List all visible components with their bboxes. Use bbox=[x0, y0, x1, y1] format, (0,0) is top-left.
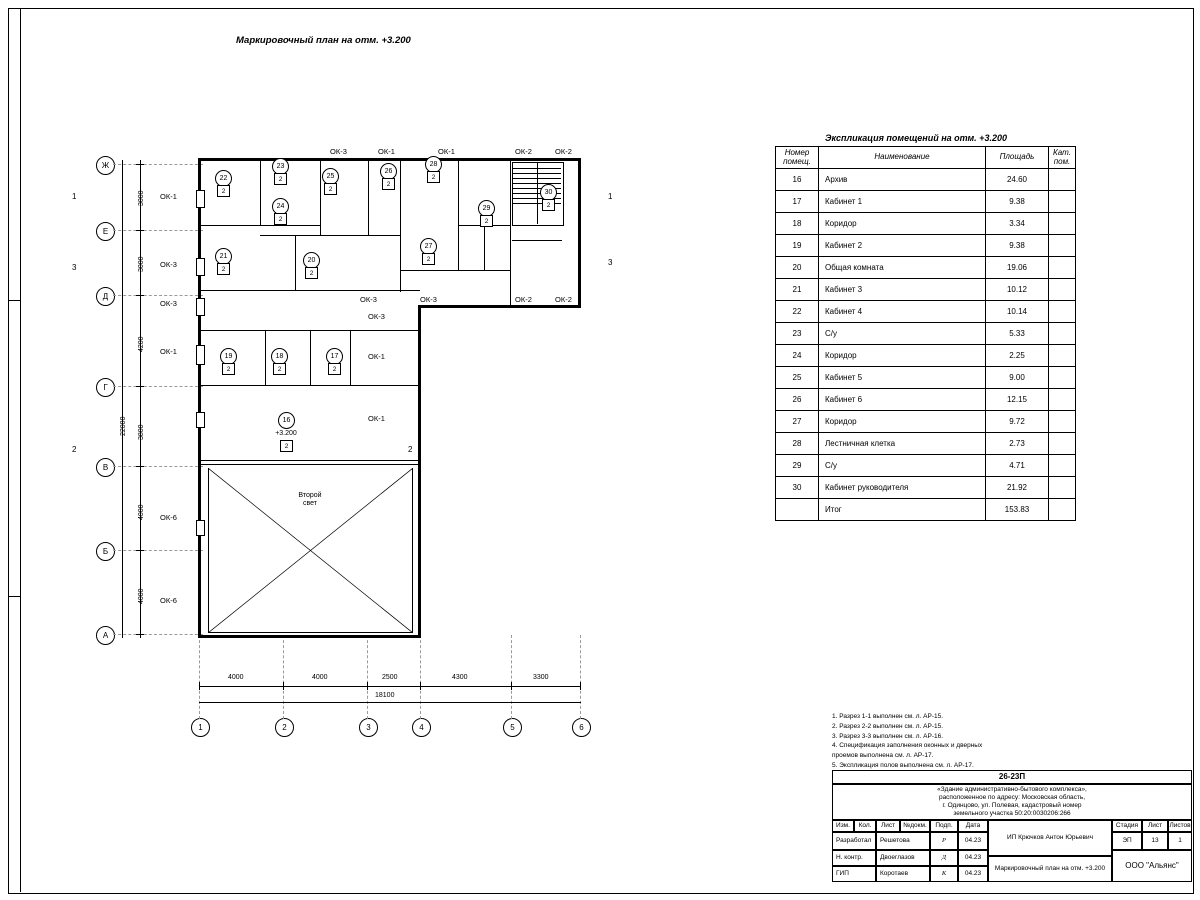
wall-interior bbox=[201, 385, 418, 386]
axis-line bbox=[580, 635, 581, 719]
cell-name: Кабинет 4 bbox=[819, 301, 986, 323]
table-row bbox=[776, 235, 1076, 257]
wall-interior bbox=[201, 464, 418, 465]
cell-category bbox=[1049, 323, 1076, 345]
dim-tick bbox=[367, 682, 368, 690]
role-label-3: ГИП bbox=[832, 866, 876, 882]
dim-value: 2500 bbox=[382, 674, 398, 681]
total-sheets-header: Листов bbox=[1168, 820, 1192, 832]
room-cat-25: 2 bbox=[324, 183, 337, 195]
wall-exterior-right-lower bbox=[418, 305, 421, 638]
object-line: расположенное по адресу: Московская область, bbox=[938, 793, 1086, 801]
wall-exterior-step-bottom bbox=[420, 305, 580, 308]
wall-interior bbox=[201, 225, 321, 226]
axis-marker-6: 6 bbox=[572, 718, 591, 737]
cell-number: 28 bbox=[776, 433, 819, 455]
wall-interior bbox=[350, 330, 351, 385]
dim-tick bbox=[420, 682, 421, 690]
cell-name: Итог bbox=[819, 499, 986, 521]
col-header-number: Номер помещ. bbox=[776, 147, 819, 169]
floor-plan bbox=[60, 130, 720, 750]
window-label-left-5: ОК-6 bbox=[160, 513, 177, 522]
window-symbol bbox=[196, 298, 205, 316]
room-tag-29: 29 bbox=[478, 200, 495, 217]
axis-marker-4: 4 bbox=[412, 718, 431, 737]
table-row bbox=[776, 257, 1076, 279]
room-cat-16: 2 bbox=[280, 440, 293, 452]
room-tag-21: 21 bbox=[215, 248, 232, 265]
cell-name: Коридор bbox=[819, 411, 986, 433]
wall-interior bbox=[320, 225, 321, 235]
cell-category bbox=[1049, 455, 1076, 477]
dim-tick bbox=[136, 386, 144, 387]
dim-tick bbox=[511, 682, 512, 690]
cell-name: С/у bbox=[819, 323, 986, 345]
page-title: Маркировочный план на отм. +3.200 bbox=[236, 35, 411, 46]
axis-marker-5: 5 bbox=[503, 718, 522, 737]
role-name-1: Решетова bbox=[876, 832, 930, 850]
dim-value: 4000 bbox=[138, 588, 145, 604]
cell-area: 3.34 bbox=[986, 213, 1049, 235]
dim-value: 4200 bbox=[138, 336, 145, 352]
window-label-left-4: ОК-1 bbox=[160, 347, 177, 356]
axis-marker-zh: Ж bbox=[96, 156, 115, 175]
sheet-left-tick bbox=[8, 300, 20, 301]
wall-exterior-top bbox=[198, 158, 580, 161]
cell-area: 19.06 bbox=[986, 257, 1049, 279]
section-mark-1-right: 1 bbox=[608, 192, 613, 201]
room-tag-25: 25 bbox=[322, 168, 339, 185]
axis-line bbox=[283, 635, 284, 719]
window-symbol bbox=[196, 258, 205, 276]
wall-interior bbox=[368, 161, 369, 235]
window-symbol bbox=[196, 520, 205, 536]
table-row bbox=[776, 191, 1076, 213]
cell-name: Коридор bbox=[819, 345, 986, 367]
project-code: 26-23П bbox=[832, 770, 1192, 784]
room-cat-23: 2 bbox=[274, 173, 287, 185]
role-date-1: 04.23 bbox=[958, 832, 988, 850]
window-symbol bbox=[196, 412, 205, 428]
table-row bbox=[776, 389, 1076, 411]
cell-category bbox=[1049, 213, 1076, 235]
table-row bbox=[776, 367, 1076, 389]
wall-interior bbox=[458, 161, 459, 271]
wall-interior bbox=[510, 161, 511, 306]
window-label-inner-1: ОК-3 bbox=[368, 312, 385, 321]
cell-area: 9.00 bbox=[986, 367, 1049, 389]
wall-interior bbox=[201, 290, 401, 291]
room-tag-27: 27 bbox=[420, 238, 437, 255]
window-label-step-2: ОК-3 bbox=[420, 295, 437, 304]
dim-total-horizontal: 18100 bbox=[375, 692, 395, 699]
window-label-left-2: ОК-3 bbox=[160, 260, 177, 269]
cell-category bbox=[1049, 411, 1076, 433]
axis-marker-a: А bbox=[96, 626, 115, 645]
role-label-2: Н. контр. bbox=[832, 850, 876, 866]
axis-line bbox=[113, 634, 203, 635]
wall-interior bbox=[320, 161, 321, 225]
role-name-3: Коротаев bbox=[876, 866, 930, 882]
cell-name: Кабинет 2 bbox=[819, 235, 986, 257]
axis-line bbox=[367, 635, 368, 719]
cell-number: 19 bbox=[776, 235, 819, 257]
cell-category bbox=[1049, 345, 1076, 367]
axis-marker-v: В bbox=[96, 458, 115, 477]
wall-interior bbox=[295, 235, 296, 290]
cell-name: Лестничная клетка bbox=[819, 433, 986, 455]
second-light-label-line2: свет bbox=[302, 500, 317, 507]
role-name-2: Двоеглазов bbox=[876, 850, 930, 866]
axis-line bbox=[420, 635, 421, 719]
axis-marker-g: Г bbox=[96, 378, 115, 397]
wall-exterior-bottom bbox=[198, 635, 421, 638]
cell-area: 9.38 bbox=[986, 235, 1049, 257]
cell-name: Коридор bbox=[819, 213, 986, 235]
window-symbol bbox=[196, 345, 205, 365]
cell-number: 20 bbox=[776, 257, 819, 279]
axis-line bbox=[199, 635, 200, 719]
stair-rail bbox=[537, 162, 538, 224]
cell-category bbox=[1049, 433, 1076, 455]
cell-area: 10.12 bbox=[986, 279, 1049, 301]
axis-line bbox=[113, 164, 203, 165]
cell-category bbox=[1049, 477, 1076, 499]
cell-category bbox=[1049, 279, 1076, 301]
role-signature-3: К bbox=[930, 866, 958, 882]
window-symbol bbox=[196, 190, 205, 208]
cell-category bbox=[1049, 235, 1076, 257]
cell-number: 23 bbox=[776, 323, 819, 345]
room-tag-24: 24 bbox=[272, 198, 289, 215]
col-header-name: Наименование bbox=[819, 147, 986, 169]
second-light-label-line1: Второй bbox=[298, 492, 322, 499]
section-mark-1-left: 1 bbox=[72, 192, 77, 201]
role-signature-1: Р bbox=[930, 832, 958, 850]
section-mark-2-right: 2 bbox=[408, 445, 413, 454]
window-label-step-3: ОК-2 bbox=[515, 295, 532, 304]
dim-value: 4000 bbox=[312, 674, 328, 681]
cell-name: Общая комната bbox=[819, 257, 986, 279]
customer-name: ИП Крючков Антон Юрьевич bbox=[988, 820, 1112, 856]
window-label-left-6: ОК-6 bbox=[160, 596, 177, 605]
dim-chain-horizontal bbox=[199, 686, 581, 687]
window-label-top-3: ОК-1 bbox=[438, 147, 455, 156]
cell-category bbox=[1049, 169, 1076, 191]
cell-name: Кабинет руководителя bbox=[819, 477, 986, 499]
company-name: ООО "Альянс" bbox=[1112, 850, 1192, 882]
cell-area: 153.83 bbox=[986, 499, 1049, 521]
table-row bbox=[776, 477, 1076, 499]
axis-marker-2: 2 bbox=[275, 718, 294, 737]
axis-marker-d: Д bbox=[96, 287, 115, 306]
room-tag-19: 19 bbox=[220, 348, 237, 365]
wall-interior bbox=[310, 330, 311, 385]
room-tag-16: 16 bbox=[278, 412, 295, 429]
axis-marker-3: 3 bbox=[359, 718, 378, 737]
window-label-step-1: ОК-3 bbox=[360, 295, 377, 304]
cell-number bbox=[776, 499, 819, 521]
col-header-category: Кат. пом. bbox=[1049, 147, 1076, 169]
section-mark-3-right: 3 bbox=[608, 258, 613, 267]
dim-value: 3000 bbox=[138, 190, 145, 206]
window-label-top-4: ОК-2 bbox=[515, 147, 532, 156]
window-label-right-2: ОК-1 bbox=[368, 414, 385, 423]
dim-tick bbox=[136, 295, 144, 296]
title-block bbox=[832, 770, 1192, 882]
window-label-step-4: ОК-2 bbox=[555, 295, 572, 304]
cell-name: Архив bbox=[819, 169, 986, 191]
cell-category bbox=[1049, 499, 1076, 521]
cell-category bbox=[1049, 301, 1076, 323]
cell-category bbox=[1049, 389, 1076, 411]
note-line: 1. Разрез 1-1 выполнен см. л. АР-15. bbox=[832, 713, 944, 720]
room-tag-18: 18 bbox=[271, 348, 288, 365]
note-line: 4. Спецификация заполнения оконных и дверных bbox=[832, 742, 983, 750]
axis-line bbox=[113, 386, 203, 387]
wall-interior bbox=[400, 270, 510, 271]
table-header-row bbox=[776, 147, 1076, 169]
dim-tick bbox=[136, 230, 144, 231]
cell-number: 16 bbox=[776, 169, 819, 191]
dim-tick bbox=[136, 550, 144, 551]
dim-value: 4000 bbox=[228, 674, 244, 681]
dim-value: 4000 bbox=[138, 504, 145, 520]
cell-category bbox=[1049, 367, 1076, 389]
table-row bbox=[776, 169, 1076, 191]
room-cat-19: 2 bbox=[222, 363, 235, 375]
cell-category bbox=[1049, 257, 1076, 279]
room-cat-21: 2 bbox=[217, 263, 230, 275]
note-line: 5. Экспликация полов выполнена см. л. АР-17. bbox=[832, 761, 974, 769]
room-cat-28: 2 bbox=[427, 171, 440, 183]
room-tag-30: 30 bbox=[540, 184, 557, 201]
cell-name: Кабинет 6 bbox=[819, 389, 986, 411]
cell-area: 5.33 bbox=[986, 323, 1049, 345]
wall-interior bbox=[400, 270, 401, 292]
cell-area: 21.92 bbox=[986, 477, 1049, 499]
room-tag-23: 23 bbox=[272, 158, 289, 175]
wall-interior bbox=[265, 330, 266, 385]
cell-number: 29 bbox=[776, 455, 819, 477]
col-izm: Изм. bbox=[832, 820, 854, 832]
cell-number: 18 bbox=[776, 213, 819, 235]
wall-interior bbox=[400, 290, 420, 291]
cell-number: 17 bbox=[776, 191, 819, 213]
table-row bbox=[776, 345, 1076, 367]
section-mark-3-left: 3 bbox=[72, 263, 77, 272]
note-line: 3. Разрез 3-3 выполнен см. л. АР-16. bbox=[832, 732, 944, 740]
total-sheets-value: 1 bbox=[1168, 832, 1192, 850]
role-signature-2: Д bbox=[930, 850, 958, 866]
wall-exterior-left bbox=[198, 158, 201, 638]
dim-tick bbox=[283, 682, 284, 690]
wall-interior bbox=[260, 235, 400, 236]
dim-chain-vertical bbox=[140, 160, 141, 638]
cell-number: 24 bbox=[776, 345, 819, 367]
cell-category bbox=[1049, 191, 1076, 213]
axis-marker-b: Б bbox=[96, 542, 115, 561]
table-row bbox=[776, 213, 1076, 235]
room-tag-17: 17 bbox=[326, 348, 343, 365]
cell-name: Кабинет 5 bbox=[819, 367, 986, 389]
room-tag-20: 20 bbox=[303, 252, 320, 269]
dim-value: 3300 bbox=[533, 674, 549, 681]
window-label-top-5: ОК-2 bbox=[555, 147, 572, 156]
role-date-2: 04.23 bbox=[958, 850, 988, 866]
wall-interior bbox=[400, 161, 401, 271]
cell-number: 21 bbox=[776, 279, 819, 301]
axis-line bbox=[113, 230, 203, 231]
cell-number: 22 bbox=[776, 301, 819, 323]
room-cat-24: 2 bbox=[274, 213, 287, 225]
dim-total-vertical: 22000 bbox=[120, 416, 127, 436]
sheet-name: Маркировочный план на отм. +3.200 bbox=[988, 856, 1112, 882]
axis-line bbox=[113, 466, 203, 467]
cell-number: 27 bbox=[776, 411, 819, 433]
cell-area: 12.15 bbox=[986, 389, 1049, 411]
note-line: проемов выполнена см. л. АР-17. bbox=[832, 752, 934, 759]
section-mark-2-left: 2 bbox=[72, 445, 77, 454]
dim-value: 4300 bbox=[452, 674, 468, 681]
cell-number: 26 bbox=[776, 389, 819, 411]
axis-marker-e: Е bbox=[96, 222, 115, 241]
window-label-top-2: ОК-1 bbox=[378, 147, 395, 156]
stage-header: Стадия bbox=[1112, 820, 1142, 832]
table-row bbox=[776, 455, 1076, 477]
axis-marker-1: 1 bbox=[191, 718, 210, 737]
col-header-area: Площадь bbox=[986, 147, 1049, 169]
level-mark: +3.200 bbox=[275, 430, 297, 437]
room-cat-22: 2 bbox=[217, 185, 230, 197]
cell-area: 9.38 bbox=[986, 191, 1049, 213]
cell-area: 10.14 bbox=[986, 301, 1049, 323]
cell-name: Кабинет 3 bbox=[819, 279, 986, 301]
sheet-value: 13 bbox=[1142, 832, 1168, 850]
role-label-1: Разработал bbox=[832, 832, 876, 850]
table-row bbox=[776, 499, 1076, 521]
wall-interior bbox=[484, 225, 485, 271]
object-line: «Здание административно-бытового комплекса», bbox=[937, 785, 1087, 793]
note-line: 2. Разрез 2-2 выполнен см. л. АР-15. bbox=[832, 722, 944, 730]
window-label-left-3: ОК-3 bbox=[160, 299, 177, 308]
room-cat-18: 2 bbox=[273, 363, 286, 375]
cell-area: 2.73 bbox=[986, 433, 1049, 455]
wall-interior bbox=[201, 460, 418, 461]
room-cat-20: 2 bbox=[305, 267, 318, 279]
window-label-right-1: ОК-1 bbox=[368, 352, 385, 361]
sheet-left-tick bbox=[8, 596, 20, 597]
window-label-top-1: ОК-3 bbox=[330, 147, 347, 156]
dim-value: 3800 bbox=[138, 424, 145, 440]
explication-table bbox=[775, 146, 1076, 521]
cell-name: Кабинет 1 bbox=[819, 191, 986, 213]
axis-line bbox=[113, 550, 203, 551]
dim-tick bbox=[136, 164, 144, 165]
general-notes bbox=[832, 712, 982, 771]
dim-tick bbox=[199, 682, 200, 690]
wall-interior bbox=[260, 161, 261, 225]
cell-area: 2.25 bbox=[986, 345, 1049, 367]
axis-line bbox=[511, 635, 512, 719]
explication-title: Экспликация помещений на отм. +3.200 bbox=[825, 133, 1007, 143]
room-tag-22: 22 bbox=[215, 170, 232, 187]
sheet-header: Лист bbox=[1142, 820, 1168, 832]
dim-tick bbox=[580, 682, 581, 690]
room-cat-17: 2 bbox=[328, 363, 341, 375]
room-tag-28: 28 bbox=[425, 156, 442, 173]
cell-area: 4.71 bbox=[986, 455, 1049, 477]
col-podp: Подп. bbox=[930, 820, 958, 832]
room-cat-29: 2 bbox=[480, 215, 493, 227]
cell-area: 9.72 bbox=[986, 411, 1049, 433]
table-row bbox=[776, 433, 1076, 455]
object-line: земельного участка 50:20:0030206:266 bbox=[953, 810, 1071, 818]
role-date-3: 04.23 bbox=[958, 866, 988, 882]
object-description bbox=[832, 784, 1192, 820]
cell-number: 25 bbox=[776, 367, 819, 389]
room-cat-27: 2 bbox=[422, 253, 435, 265]
table-row bbox=[776, 411, 1076, 433]
table-row bbox=[776, 301, 1076, 323]
wall-exterior-right-upper bbox=[578, 158, 581, 308]
cell-area: 24.60 bbox=[986, 169, 1049, 191]
cell-name: С/у bbox=[819, 455, 986, 477]
col-list: Лист bbox=[876, 820, 900, 832]
window-label-left-1: ОК-1 bbox=[160, 192, 177, 201]
col-kol: Кол. bbox=[854, 820, 876, 832]
table-row bbox=[776, 323, 1076, 345]
col-docnum: №докм. bbox=[900, 820, 930, 832]
table-row bbox=[776, 279, 1076, 301]
dim-tick bbox=[136, 466, 144, 467]
object-line: г. Одинцово, ул. Полевая, кадастровый номер bbox=[942, 802, 1082, 809]
col-data: Дата bbox=[958, 820, 988, 832]
dim-chain-horizontal-total bbox=[199, 702, 581, 703]
wall-interior bbox=[512, 240, 562, 241]
axis-line bbox=[113, 295, 203, 296]
dim-tick bbox=[136, 634, 144, 635]
dim-value: 3000 bbox=[138, 256, 145, 272]
room-cat-26: 2 bbox=[382, 178, 395, 190]
cell-number: 30 bbox=[776, 477, 819, 499]
dim-chain-vertical-total bbox=[122, 160, 123, 638]
stage-value: ЭП bbox=[1112, 832, 1142, 850]
room-cat-30: 2 bbox=[542, 199, 555, 211]
room-tag-26: 26 bbox=[380, 163, 397, 180]
sheet-left-strip bbox=[8, 8, 21, 892]
